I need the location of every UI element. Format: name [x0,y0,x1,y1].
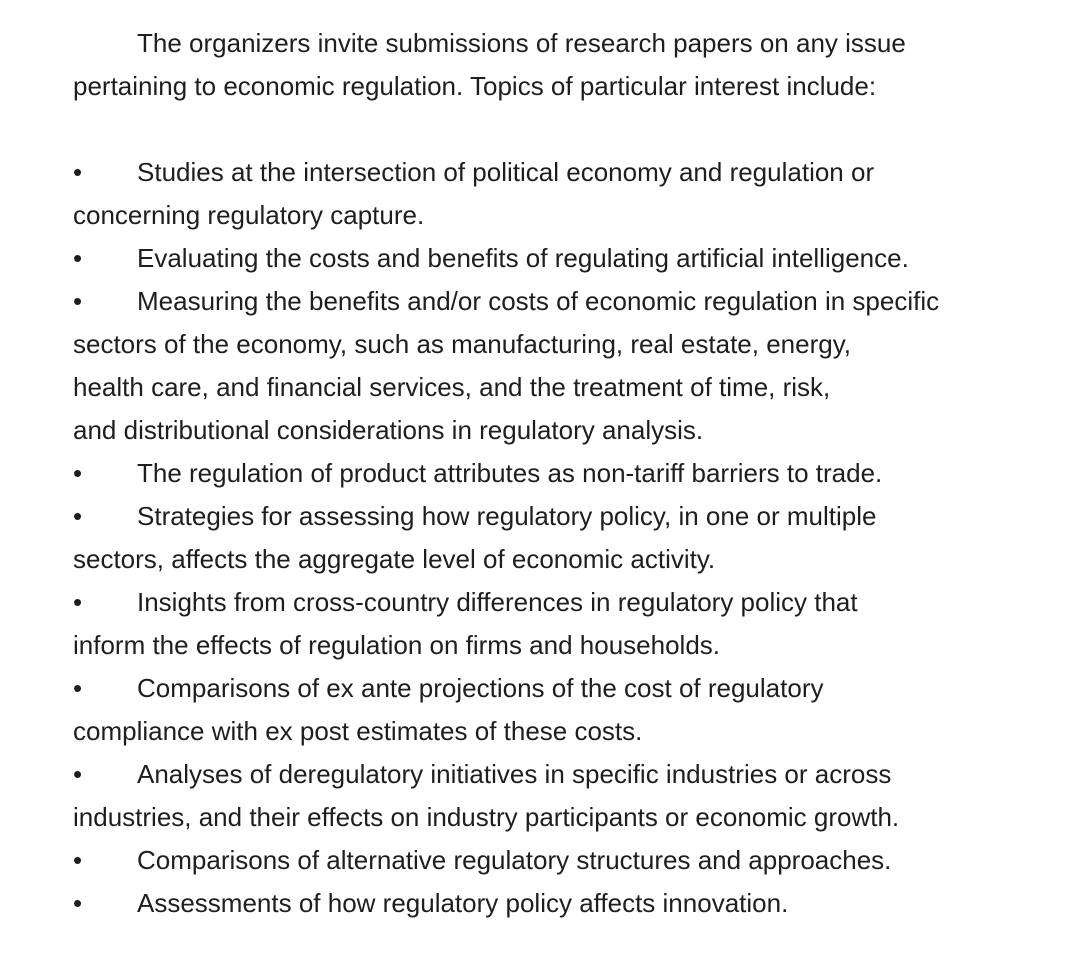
text-line: pertaining to economic regulation. Topics of particular interest include: [73,71,877,101]
list-item [73,495,1036,581]
bullet-marker-icon: • [73,286,83,316]
text-line [73,323,1036,366]
list-item [73,237,1036,280]
intro-paragraph [73,22,1036,108]
text-line [73,839,1036,882]
text-line-content: compliance with ex post estimates of these costs. [73,716,643,746]
bullet-marker-icon: • [73,243,83,273]
text-line-content: Measuring the benefits and/or costs of economic regulation in specific [137,286,940,316]
text-line [73,581,1036,624]
text-line-content: inform the effects of regulation on firms and households. [73,630,721,660]
bullet-marker-icon: • [73,458,83,488]
text-line-content: and distributional considerations in regulatory analysis. [73,415,704,445]
text-line [73,710,1036,753]
text-line-content: Strategies for assessing how regulatory policy, in one or multiple [137,501,877,531]
text-line [73,624,1036,667]
text-line [73,237,1036,280]
list-item [73,882,1036,925]
text-line-content: industries, and their effects on industry participants or economic growth. [73,802,900,832]
text-line-content: The regulation of product attributes as non-tariff barriers to trade. [137,458,883,488]
text-line: The organizers invite submissions of research papers on any issue [137,28,906,58]
text-line-content: sectors of the economy, such as manufacturing, real estate, energy, [73,329,851,359]
paragraph-spacer [73,108,1036,151]
text-line-content: Insights from cross-country differences in regulatory policy that [137,587,858,617]
text-line [73,495,1036,538]
text-line-content: Evaluating the costs and benefits of regulating artificial intelligence. [137,243,909,273]
bullet-marker-icon: • [73,587,83,617]
text-line-content: sectors, affects the aggregate level of economic activity. [73,544,716,574]
text-line-content: Assessments of how regulatory policy affects innovation. [137,888,789,918]
bullet-marker-icon: • [73,888,83,918]
bullet-marker-icon: • [73,157,83,187]
bullet-marker-icon: • [73,845,83,875]
text-line [73,151,1036,194]
text-line [73,882,1036,925]
text-line [73,538,1036,581]
text-line [73,452,1036,495]
text-line-content: Comparisons of alternative regulatory structures and approaches. [137,845,892,875]
text-line [73,366,1036,409]
list-item [73,581,1036,667]
text-line [73,796,1036,839]
text-line [73,194,1036,237]
text-line [73,280,1036,323]
text-line [73,667,1036,710]
list-item [73,280,1036,452]
list-item [73,452,1036,495]
list-item [73,667,1036,753]
bullet-marker-icon: • [73,759,83,789]
text-line-content: Analyses of deregulatory initiatives in specific industries or across [137,759,892,789]
text-line-content: Studies at the intersection of political economy and regulation or [137,157,875,187]
list-item [73,839,1036,882]
text-line-content: health care, and financial services, and the treatment of time, risk, [73,372,831,402]
text-line-content: Comparisons of ex ante projections of the cost of regulatory [137,673,824,703]
bullet-marker-icon: • [73,501,83,531]
text-line [73,753,1036,796]
topics-list [73,151,1036,925]
text-line-content: concerning regulatory capture. [73,200,425,230]
list-item [73,151,1036,237]
list-item [73,753,1036,839]
text-line [73,409,1036,452]
bullet-marker-icon: • [73,673,83,703]
